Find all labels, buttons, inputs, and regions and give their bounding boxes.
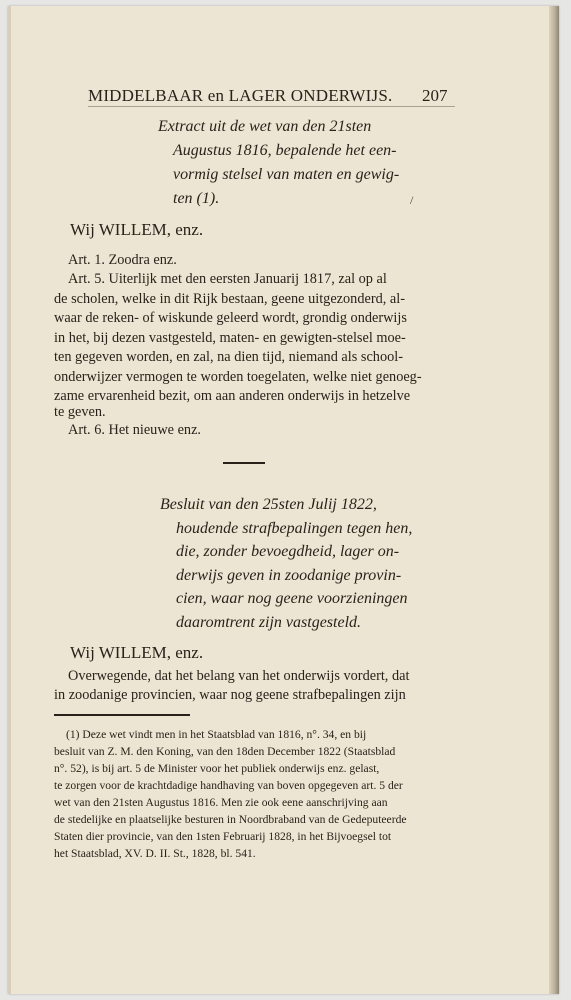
besluit-heading-line-2: houdende strafbepalingen tegen hen, [176,520,413,537]
stray-mark: / [410,193,414,207]
article-line-3: de scholen, welke in dit Rijk bestaan, geene uitgezonderd, al- [54,291,405,307]
footnote-line-6: de stedelijke en plaatselijke besturen in Noordbraband van de Gedeputeerde [54,813,407,826]
page-gutter-edge [549,6,559,994]
page-number: 207 [422,86,448,105]
footnote-line-1: (1) Deze wet vindt men in het Staatsblad van 1816, n°. 34, en bij [66,728,367,741]
article-line-5: in het, bij dezen vastgesteld, maten- en gewigten-stelsel moe- [54,330,406,346]
footnote-line-5: wet van den 21sten Augustus 1816. Men zie ook eene aanschrijving aan [54,796,388,809]
extract-heading-line-2: Augustus 1816, bepalende het een- [173,142,397,159]
article-line-4: waar de reken- of wiskunde geleerd wordt, grondig onderwijs [54,310,407,326]
article-line-2: Art. 5. Uiterlijk met den eersten Januarij 1817, zal op al [68,271,387,287]
besluit-heading-line-3: die, zonder bevoegdheid, lager on- [176,543,400,560]
running-title: MIDDELBAAR en LAGER ONDERWIJS. [88,86,393,105]
footnote-rule [54,714,190,716]
besluit-heading-line-1: Besluit van den 25sten Julij 1822, [160,496,377,513]
extract-heading-line-4: ten (1). [173,190,220,207]
extract-heading-line-1: Extract uit de wet van den 21sten [158,118,372,135]
footnote-line-4: te zorgen voor de krachtdadige handhaving van boven opgegeven art. 5 der [54,779,403,792]
footnote-line-7: Staten dier provincie, van den 1sten Februarij 1828, in het Bijvoegsel tot [54,830,392,843]
page-left-edge [8,6,11,994]
wij-willem-2: Wij WILLEM, enz. [70,643,204,662]
article-line-10: Art. 6. Het nieuwe enz. [68,422,201,438]
header-rule [88,106,455,107]
article-line-7: onderwijzer vermogen te worden toegelaten, welke niet genoeg- [54,369,422,385]
extract-heading-line-3: vormig stelsel van maten en gewig- [173,166,400,183]
closing-line-2: in zoodanige provincien, waar nog geene strafbepalingen zijn [54,687,406,703]
besluit-heading-line-4: derwijs geven in zoodanige provin- [176,567,402,584]
footnote-line-3: n°. 52), is bij art. 5 de Minister voor het publiek onderwijs enz. gelast, [54,762,380,775]
article-line-6: ten gegeven worden, en zal, na dien tijd, niemand als school- [54,349,403,365]
article-line-1: Art. 1. Zoodra enz. [68,252,177,268]
besluit-heading-line-6: daaromtrent zijn vastgesteld. [176,614,362,631]
besluit-heading-line-5: cien, waar nog geene voorzieningen [176,590,408,607]
wij-willem-1: Wij WILLEM, enz. [70,220,204,239]
footnote-line-2: besluit van Z. M. den Koning, van den 18den December 1822 (Staatsblad [54,745,396,758]
article-line-9: te geven. [54,404,106,420]
closing-line-1: Overwegende, dat het belang van het onderwijs vordert, dat [68,668,410,684]
section-separator [223,462,265,464]
footnote-line-8: het Staatsblad, XV. D. II. St., 1828, bl. 541. [54,847,256,860]
article-line-8: zame ervarenheid bezit, om aan anderen onderwijs in hetzelve [54,388,411,404]
